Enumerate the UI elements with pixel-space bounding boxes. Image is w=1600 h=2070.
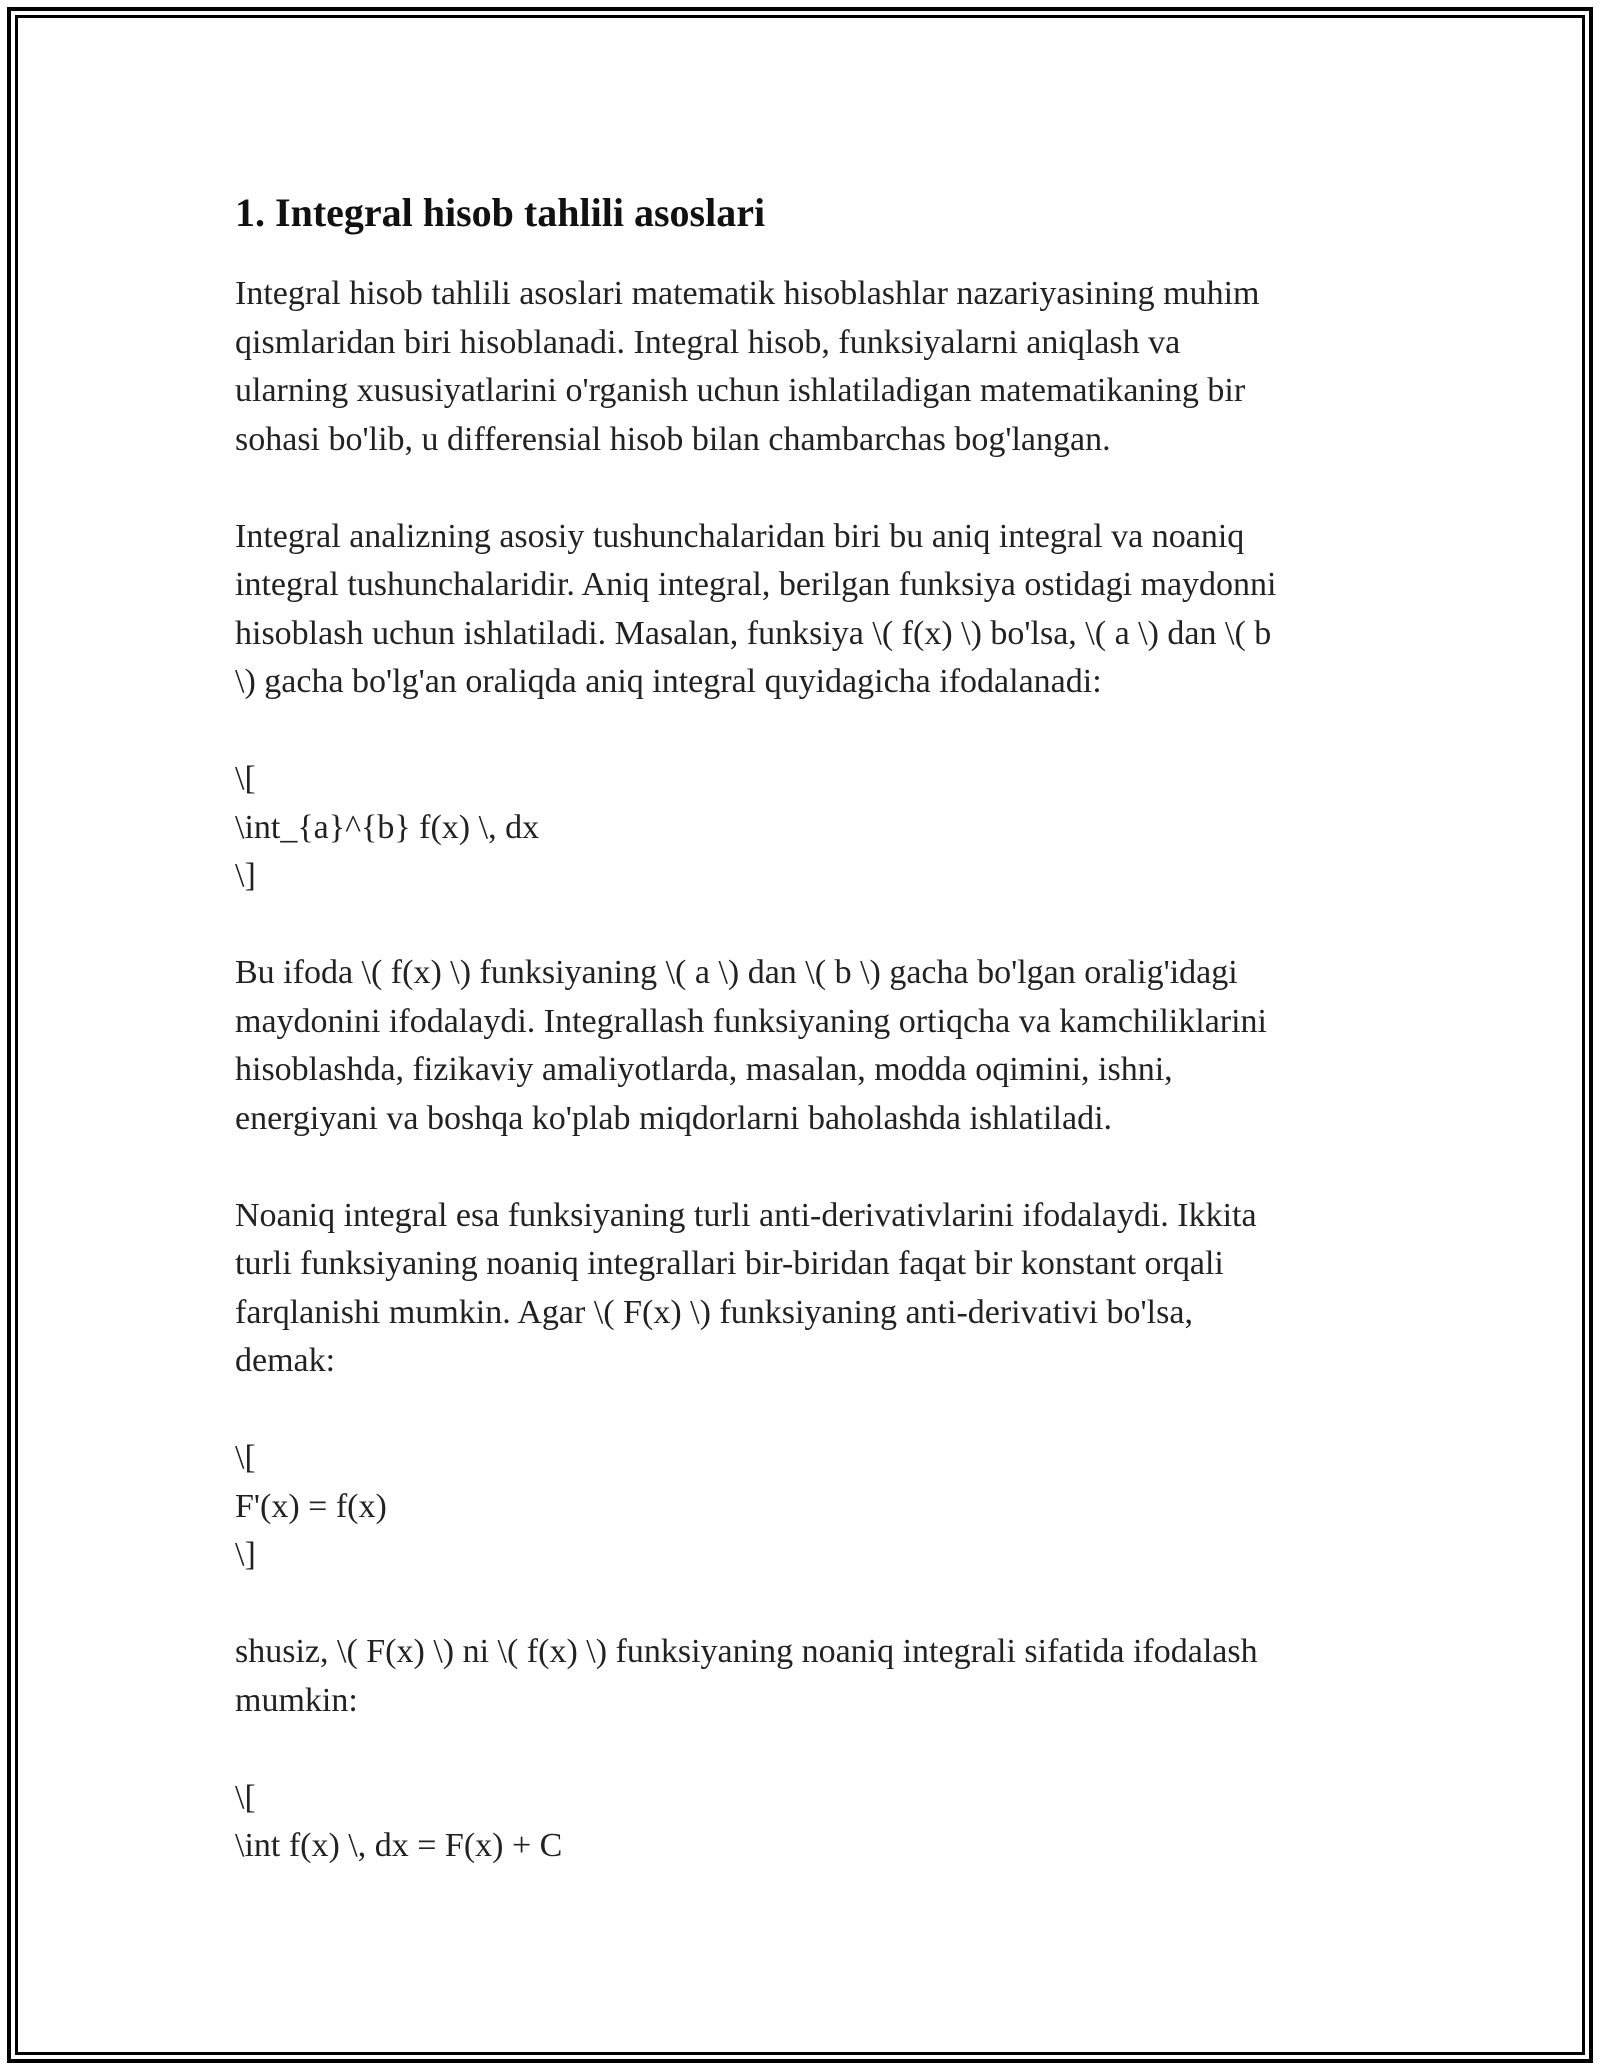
math-close-delimiter: \]: [235, 857, 256, 894]
math-open-delimiter: \[: [235, 760, 256, 797]
math-open-delimiter: \[: [235, 1778, 256, 1816]
math-expression: \int_{a}^{b} f(x) \, dx: [235, 808, 540, 846]
math-expression: F'(x) = f(x): [235, 1487, 387, 1525]
math-block-definite-integral: [235, 755, 1385, 901]
paragraph-4: Noaniq integral esa funksiyaning turli anti-derivativlarini ifodalaydi. Ikkita turli funksiyaning noaniq integrallari bir-biridan faqat bir konstant orqali farqlanishi mumkin. Agar \( F(x) \) funksiyaning anti-derivativi bo'lsa, demak:: [235, 1196, 1257, 1379]
section-heading: 1. Integral hisob tahlili asoslari: [235, 190, 766, 235]
math-block-antiderivative: [235, 1434, 1385, 1580]
math-expression: \int f(x) \, dx = F(x) + C: [235, 1827, 563, 1864]
paragraph-5: shusiz, \( F(x) \) ni \( f(x) \) funksiyaning noaniq integrali sifatida ifodalash mumkin:: [235, 1633, 1258, 1719]
paragraph-3: Bu ifoda \( f(x) \) funksiyaning \( a \) dan \( b \) gacha bo'lgan oralig'idagi maydonini ifodalaydi. Integrallash funksiyaning ortiqcha va kamchiliklarini hisoblashda, fizikaviy amaliyotlarda, masalan, modda oqimini, ishni, energiyani va boshqa ko'plab miqdorlarni baholashda ishlatiladi.: [235, 954, 1268, 1137]
math-block-indefinite-integral: [235, 1774, 1385, 1871]
math-close-delimiter: \]: [235, 1536, 256, 1573]
math-open-delimiter: \[: [235, 1439, 256, 1476]
document-body: [235, 186, 1385, 1919]
paragraph-1: Integral hisob tahlili asoslari matematik hisoblashlar nazariyasining muhim qismlaridan biri hisoblanadi. Integral hisob, funksiyalarni aniqlash va ularning xususiyatlarini o'rganish uchun ishlatiladigan matematikaning bir sohasi bo'lib, u differensial hisob bilan chambarchas bog'langan.: [235, 275, 1260, 458]
paragraph-2: Integral analizning asosiy tushunchalaridan biri bu aniq integral va noaniq integral tushunchalaridir. Aniq integral, berilgan funksiya ostidagi maydonni hisoblash uchun ishlatiladi. Masalan, funksiya \( f(x) \) bo'lsa, \( a \) dan \( b \) gacha bo'lg'an oraliqda aniq integral quyidagicha ifodalanadi:: [235, 517, 1277, 700]
